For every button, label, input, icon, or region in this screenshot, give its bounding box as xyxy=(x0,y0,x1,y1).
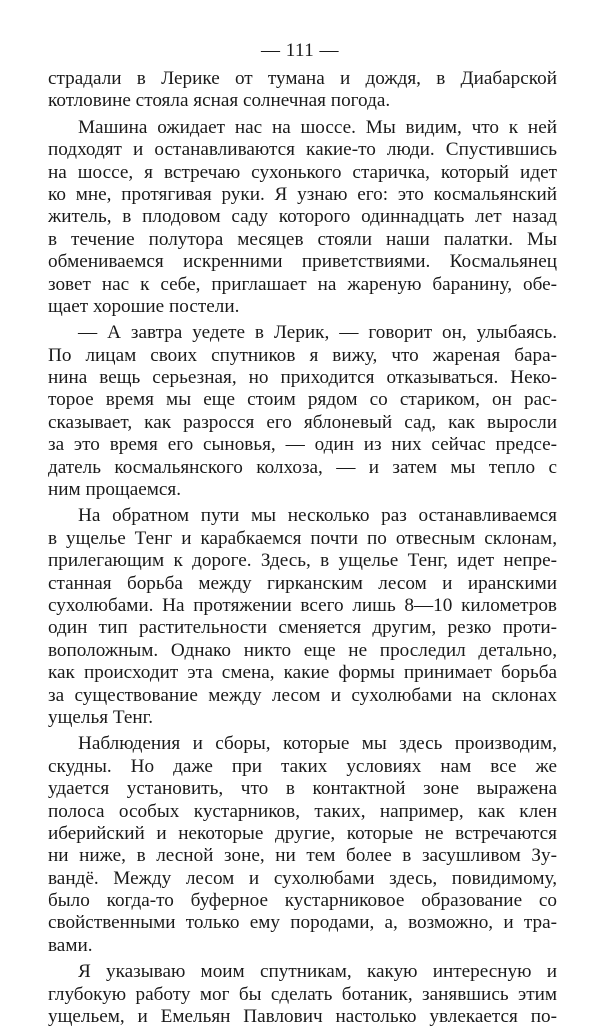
paragraph xyxy=(48,322,557,501)
text-line: на шоссе, я встречаю сухонького старичка, который идет xyxy=(48,161,557,183)
text-line: скудны. Но даже при таких условиях нам все же xyxy=(48,755,557,777)
text-line: удается установить, что в контактной зоне выражена xyxy=(48,778,557,800)
text-line: По лицам своих спутников я вижу, что жареная бара- xyxy=(48,344,557,366)
text-line: один тип растительности сменяется другим, резко проти- xyxy=(48,617,557,639)
body-text xyxy=(48,68,557,1032)
paragraph xyxy=(48,505,557,729)
text-line: свойственными только ему породами, а, возможно, и тра- xyxy=(48,912,557,934)
text-line: воположным. Однако никто еще не проследил детально, xyxy=(48,639,557,661)
paragraph xyxy=(48,117,557,319)
text-line: как происходит эта смена, какие формы принимает борьба xyxy=(48,662,557,684)
text-line: ко мне, протягивая руки. Я узнаю его: это космальянский xyxy=(48,183,557,205)
text-line: зовет нас к себе, приглашает на жареную баранину, обе- xyxy=(48,273,557,295)
text-line: Наблюдения и сборы, которые мы здесь производим, xyxy=(78,733,557,755)
text-line: Я указываю моим спутникам, какую интересную и xyxy=(78,961,557,983)
text-line: страдали в Лерике от тумана и дождя, в Диабарской xyxy=(48,68,557,89)
text-line: иберийский и некоторые другие, которые не встречаются xyxy=(48,822,557,844)
text-line: сухолюбами. На протяжении всего лишь 8—10 километров xyxy=(48,594,557,616)
paragraph xyxy=(48,68,557,113)
text-line: вами. xyxy=(48,934,93,956)
text-line: ущелья Тенг. xyxy=(48,706,154,728)
text-line: за это время его сыновья, — один из них сейчас предсе- xyxy=(48,434,557,456)
text-line: сказывает, как разросся его яблоневый сад, как выросли xyxy=(48,411,557,433)
page-number: — 111 — xyxy=(260,40,340,61)
text-line: было когда-то буферное кустарниковое образование со xyxy=(48,890,557,912)
text-line: ущельем, и Емельян Павлович настолько увлекается по- xyxy=(48,1006,557,1028)
text-line: ним прощаемся. xyxy=(48,479,182,501)
paragraph xyxy=(48,733,557,957)
text-line: щает хорошие постели. xyxy=(48,295,240,317)
text-line: глубокую работу мог бы сделать ботаник, занявшись этим xyxy=(48,983,557,1005)
paragraph xyxy=(48,961,557,1028)
text-line: житель, в плодовом саду которого одиннадцать лет назад xyxy=(48,206,557,228)
text-line: прилегающим к дороге. Здесь, в ущелье Тенг, идет непре- xyxy=(48,550,557,572)
text-line: датель космальянского колхоза, — и затем мы тепло с xyxy=(48,456,557,478)
text-line: в ущелье Тенг и карабкаемся почти по отвесным склонам, xyxy=(48,527,557,549)
text-line: за существование между лесом и сухолюбами на склонах xyxy=(48,684,557,706)
text-line: — А завтра уедете в Лерик, — говорит он, улыбаясь. xyxy=(78,322,557,344)
text-line: обмениваемся искренними приветствиями. Космальянец xyxy=(48,251,557,273)
text-line: полоса особых кустарников, таких, например, как клен xyxy=(48,800,557,822)
text-line: На обратном пути мы несколько раз останавливаемся xyxy=(78,505,557,527)
text-line: ни ниже, в лесной зоне, ни тем более в засушливом Зу- xyxy=(48,845,557,867)
text-line: Машина ожидает нас на шоссе. Мы видим, что к ней xyxy=(78,116,557,138)
text-line: подходят и останавливаются какие-то люди. Спустившись xyxy=(48,139,557,161)
text-line: котловине стояла ясная солнечная погода. xyxy=(48,90,391,112)
text-line: торое время мы еще стоим рядом со стариком, он рас- xyxy=(48,389,557,411)
text-line: нина вещь серьезная, но приходится отказываться. Неко- xyxy=(48,367,557,389)
text-line: станная борьба между гирканским лесом и иранскими xyxy=(48,572,557,594)
text-line: вандё. Между лесом и сухолюбами здесь, повидимому, xyxy=(48,867,557,889)
text-line: в течение полутора месяцев стояли наши палатки. Мы xyxy=(48,228,557,250)
